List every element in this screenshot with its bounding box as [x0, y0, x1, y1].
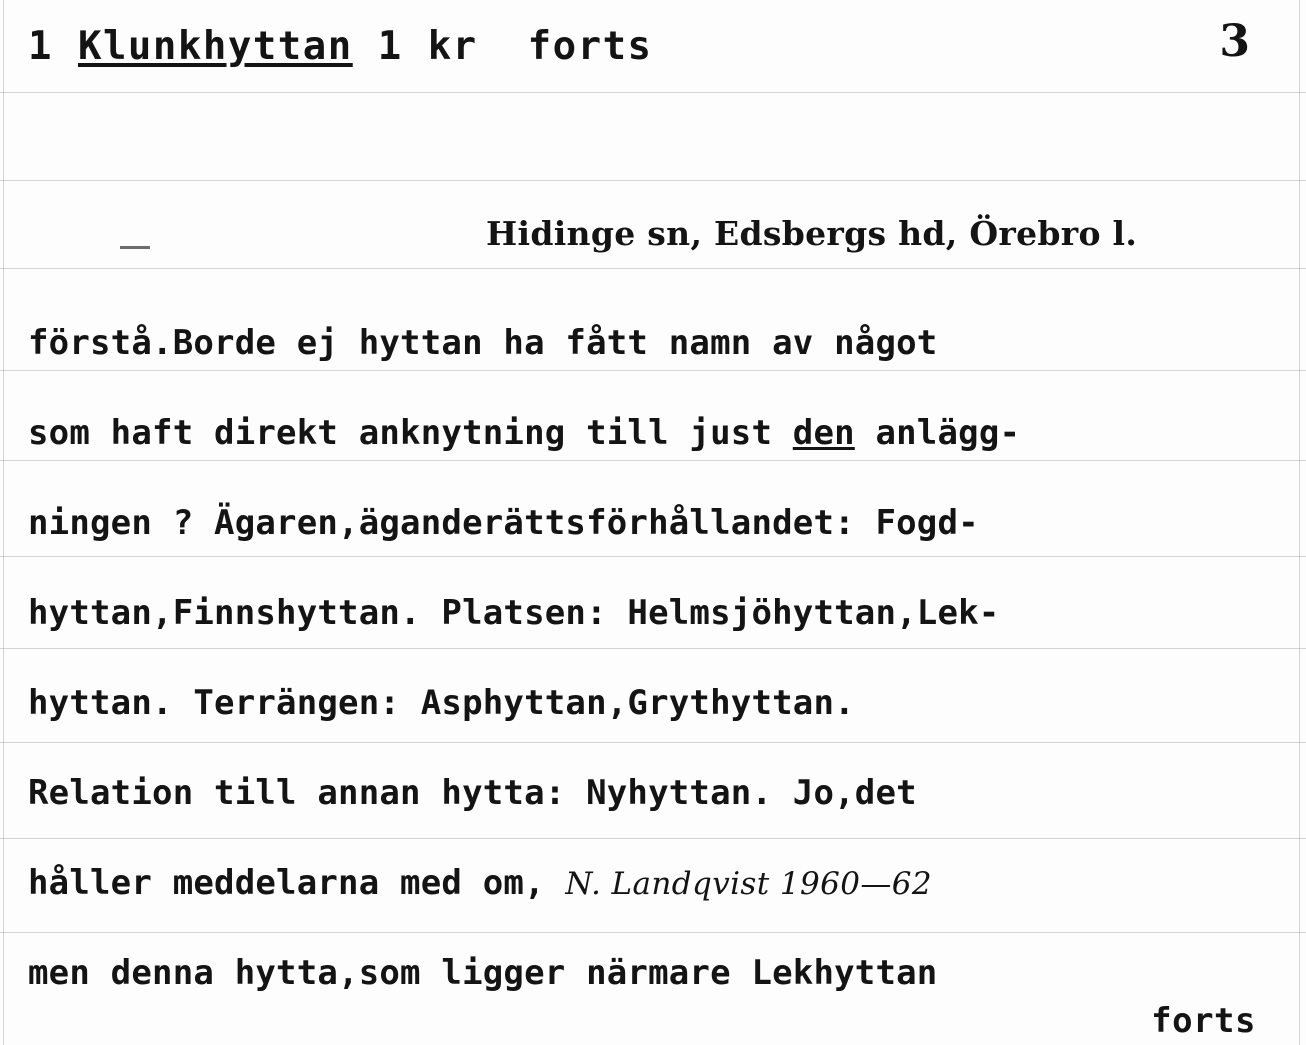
body-line	[28, 478, 1290, 568]
body-line-text: men denna hytta,som ligger närmare Lekhyttan	[28, 953, 938, 993]
body-line-text: som haft direkt anknytning till just	[28, 413, 793, 453]
card-header	[28, 24, 653, 69]
body-line-text: hyttan,Finnshyttan. Platsen: Helmsjöhyttan,Lek-	[28, 593, 1000, 633]
stray-dash-mark	[120, 246, 150, 249]
body-line-text: Relation till annan hytta: Nyhyttan. Jo,det	[28, 773, 917, 813]
card-index: 1	[28, 24, 53, 69]
body-line	[28, 748, 1290, 838]
body-line-emphasis: den	[792, 413, 855, 453]
body-line	[28, 298, 1290, 388]
card-continuation-marker: forts	[527, 24, 653, 69]
body-line-text: håller meddelarna med om,	[28, 863, 545, 903]
footer-continuation-marker: forts	[1151, 1001, 1256, 1041]
body-line-with-citation	[28, 838, 1290, 928]
scan-rule-line	[0, 268, 1306, 269]
page-number: 3	[1219, 16, 1250, 67]
body-line-text-tail: anlägg-	[854, 413, 1021, 453]
card-keyword: Klunkhyttan	[77, 24, 353, 69]
locality-line: Hidinge sn, Edsbergs hd, Örebro l.	[486, 214, 1138, 253]
body-line-text: förstå.Borde ej hyttan ha fått namn av något	[28, 323, 938, 363]
body-line	[28, 658, 1290, 748]
body-line	[28, 388, 1290, 478]
body-line-tail	[28, 928, 1290, 1018]
card-body	[28, 298, 1290, 1018]
body-line-text: ningen ? Ägaren,äganderättsförhållandet: Fogd-	[28, 503, 979, 543]
card-qualifier: 1 kr	[377, 24, 478, 69]
source-citation: N. Landqvist 1960—62	[565, 866, 932, 902]
card-left-edge	[3, 0, 4, 1045]
scan-rule-line	[0, 180, 1306, 181]
scan-rule-line	[0, 92, 1306, 93]
body-line	[28, 568, 1290, 658]
card-right-edge	[1299, 0, 1300, 1045]
body-line-text: hyttan. Terrängen: Asphyttan,Grythyttan.	[28, 683, 855, 723]
